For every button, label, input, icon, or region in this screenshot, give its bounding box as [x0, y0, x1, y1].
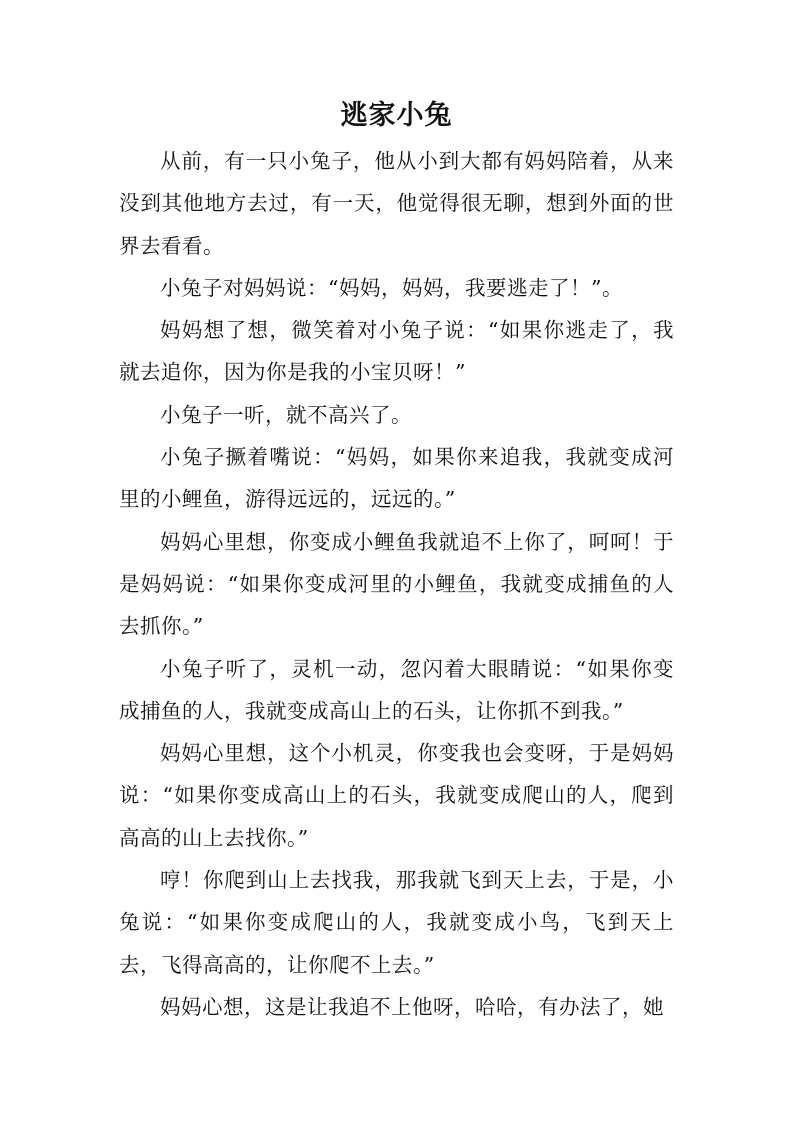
paragraph: 小兔子听了，灵机一动，忽闪着大眼睛说：“如果你变成捕鱼的人，我就变成高山上的石头，让你抓不到我。” — [119, 656, 674, 723]
paragraph: 妈妈心里想，这个小机灵，你变我也会变呀，于是妈妈说：“如果你变成高山上的石头，我就变成爬山的人，爬到高高的山上去找你。” — [119, 741, 674, 850]
paragraph: 小兔子一听，就不高兴了。 — [160, 402, 412, 427]
paragraph: 妈妈心里想，你变成小鲤鱼我就追不上你了，呵呵！于是妈妈说：“如果你变成河里的小鲤鱼，我就变成捕鱼的人去抓你。” — [119, 529, 674, 639]
paragraph: 妈妈想了想，微笑着对小兔子说：“如果你逃走了，我就去追你，因为你是我的小宝贝呀！” — [119, 318, 674, 385]
paragraph: 小兔子对妈妈说：“妈妈，妈妈，我要逃走了！”。 — [160, 275, 623, 300]
document-body — [119, 140, 674, 1028]
document-title: 逃家小兔 — [340, 100, 453, 131]
paragraph: 小兔子撅着嘴说：“妈妈，如果你来追我，我就变成河里的小鲤鱼，游得远远的，远远的。” — [119, 445, 674, 512]
paragraph: 从前，有一只小兔子，他从小到大都有妈妈陪着，从来没到其他地方去过，有一天，他觉得很无聊，想到外面的世界去看看。 — [119, 149, 674, 258]
paragraph: 妈妈心想，这是让我追不上他呀，哈哈，有办法了，她 — [160, 994, 664, 1019]
paragraph: 哼！你爬到山上去找我，那我就飞到天上去，于是，小兔说：“如果你变成爬山的人，我就变成小鸟，飞到天上去，飞得高高的，让你爬不上去。” — [119, 868, 674, 977]
